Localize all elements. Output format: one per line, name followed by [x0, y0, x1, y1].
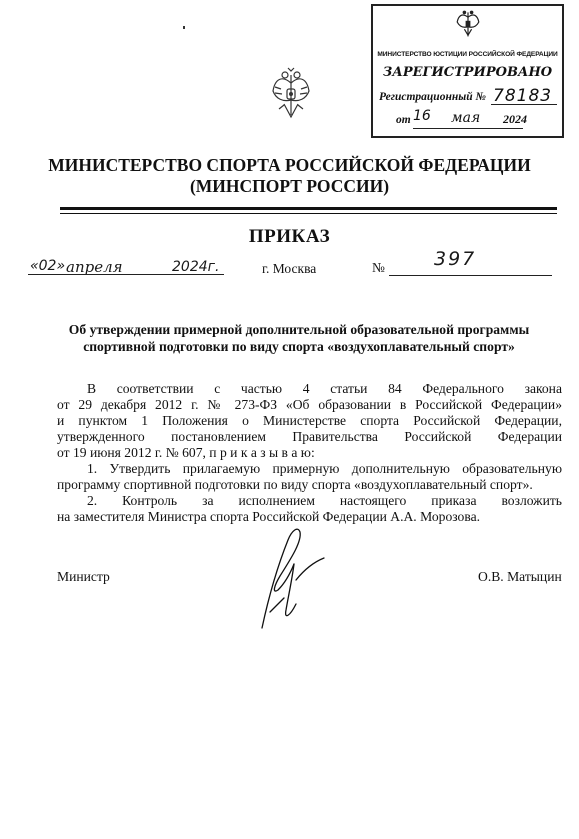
signatory-name: О.В. Матыцин: [478, 569, 562, 584]
stamp-month: мая: [451, 110, 481, 126]
body-line: и пунктом 1 Положения о Министерстве спорта Российской Федерации,: [57, 413, 562, 428]
order-date-year: 2024г.: [172, 259, 220, 275]
stamp-regnum-underline: [491, 104, 557, 105]
order-city: г. Москва: [262, 261, 317, 276]
document-type-title: ПРИКАЗ: [248, 226, 331, 247]
stamp-year: 2024: [503, 112, 527, 126]
header-divider-thin: [60, 213, 557, 214]
body-line: В соответствии с частью 4 статьи 84 Федерального закона: [87, 381, 562, 396]
body-line: на заместителя Министра спорта Российской Федерации А.А. Морозова.: [57, 509, 480, 524]
double-headed-eagle-icon: [456, 8, 480, 42]
stamp-registered-label: ЗАРЕГИСТРИРОВАНО: [382, 65, 553, 80]
handwritten-signature: [250, 520, 330, 630]
header-divider-thick: [60, 207, 557, 210]
body-line: утвержденного постановлением Правительства Российской Федерации: [57, 429, 562, 444]
stamp-date-underline: [413, 128, 523, 129]
stamp-regnum-label: Регистрационный №: [379, 91, 486, 103]
body-line: 1. Утвердить прилагаемую примерную дополнительную образовательную: [87, 461, 562, 476]
order-number-value: 397: [434, 248, 477, 270]
body-line: от 29 декабря 2012 г. № 273-ФЗ «Об образовании в Российской Федерации»: [57, 397, 562, 412]
signatory-title: Министр: [57, 569, 110, 584]
stamp-from-label: от: [396, 114, 411, 126]
ministry-short-name: (МИНСПОРТ РОССИИ): [189, 176, 390, 196]
order-subject-line-1: Об утверждении примерной дополнительной образовательной программы: [68, 322, 530, 337]
stamp-day: 16: [413, 108, 431, 124]
order-date-underline: [28, 274, 224, 275]
body-line: 2. Контроль за исполнением настоящего приказа возложить: [87, 493, 562, 508]
stamp-regnum-value: 78183: [493, 86, 553, 106]
order-number-underline: [389, 275, 552, 276]
stamp-ministry-name: МИНИСТЕРСТВО ЮСТИЦИИ РОССИЙСКОЙ ФЕДЕРАЦИИ: [377, 51, 558, 58]
body-line: от 19 июня 2012 г. № 607, п р и к а з ы в а ю:: [57, 445, 315, 460]
ministry-name: МИНИСТЕРСТВО СПОРТА РОССИЙСКОЙ ФЕДЕРАЦИИ: [48, 155, 531, 175]
body-line: программу спортивной подготовки по виду спорта «воздухоплавательный спорт».: [57, 477, 533, 492]
order-number-label: №: [372, 260, 385, 275]
order-subject-line-2: спортивной подготовки по виду спорта «воздухоплавательный спорт»: [83, 339, 515, 354]
coat-of-arms-icon: [271, 67, 311, 121]
order-date-month: апреля: [66, 258, 123, 276]
scan-mark: [183, 26, 185, 29]
registration-stamp: [371, 4, 564, 138]
order-date-day: «02»: [30, 258, 66, 274]
